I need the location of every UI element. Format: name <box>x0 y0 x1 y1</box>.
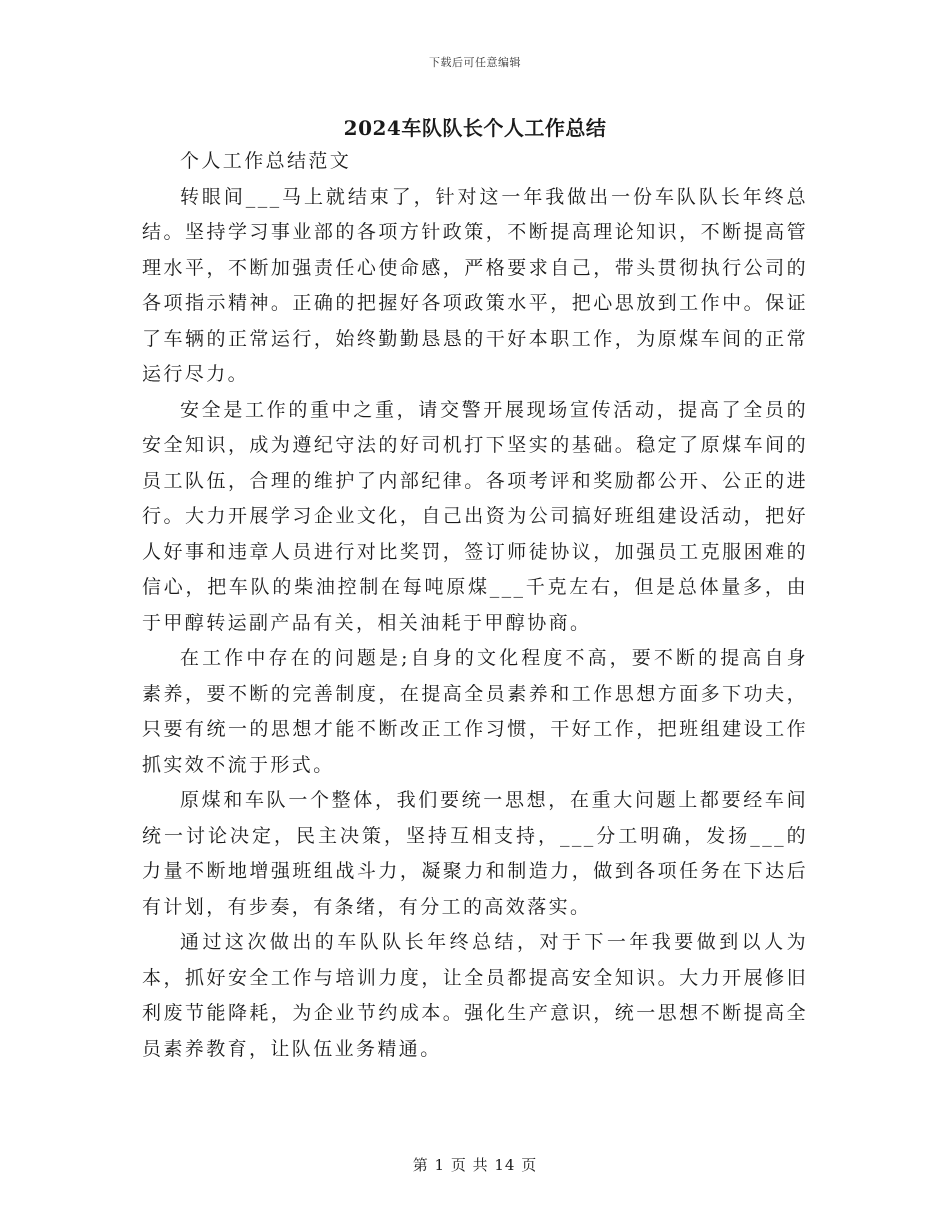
page-header-note: 下载后可任意编辑 <box>429 56 521 69</box>
paragraph-3: 在工作中存在的问题是;自身的文化程度不高，要不断的提高自身素养，要不断的完善制度，在提高全员素养和工作思想方面多下功夫，只要有统一的思想才能不断改正工作习惯，干好工作，把班组建设工作抓实效不流于形式。 <box>142 647 808 776</box>
paragraph-2: 安全是工作的重中之重，请交警开展现场宣传活动，提高了全员的安全知识，成为遵纪守法的好司机打下坚实的基础。稳定了原煤车间的员工队伍，合理的维护了内部纪律。各项考评和奖励都公开、公正的进行。大力开展学习企业文化，自己出资为公司搞好班组建设活动，把好人好事和违章人员进行对比奖罚，签订师徒协议，加强员工克服困难的信心，把车队的柴油控制在每吨原煤___千克左右，但是总体量多，由于甲醇转运副产品有关，相关油耗于甲醇协商。 <box>142 398 808 634</box>
paragraph-1: 转眼间___马上就结束了，针对这一年我做出一份车队队长年终总结。坚持学习事业部的各项方针政策，不断提高理论知识，不断提高管理水平，不断加强责任心使命感，严格要求自己，带头贯彻执行公司的各项指示精神。正确的把握好各项政策水平，把心思放到工作中。保证了车辆的正常运行，始终勤勤恳恳的干好本职工作，为原煤车间的正常运行尽力。 <box>142 185 808 385</box>
document-title: 2024车队队长个人工作总结 <box>343 116 607 140</box>
page-number-footer: 第 1 页 共 14 页 <box>412 1156 538 1174</box>
paragraph-5: 通过这次做出的车队队长年终总结，对于下一年我要做到以人为本，抓好安全工作与培训力度，让全员都提高安全知识。大力开展修旧利废节能降耗，为企业节约成本。强化生产意识，统一思想不断提高全员素养教育，让队伍业务精通。 <box>142 931 808 1060</box>
document-body <box>142 144 808 1067</box>
paragraph-4: 原煤和车队一个整体，我们要统一思想，在重大问题上都要经车间统一讨论决定，民主决策，坚持互相支持，___分工明确，发扬___的力量不断地增强班组战斗力，凝聚力和制造力，做到各项任务在下达后有计划，有步奏，有条绪，有分工的高效落实。 <box>142 789 808 918</box>
document-subtitle: 个人工作总结范文 <box>180 150 352 172</box>
